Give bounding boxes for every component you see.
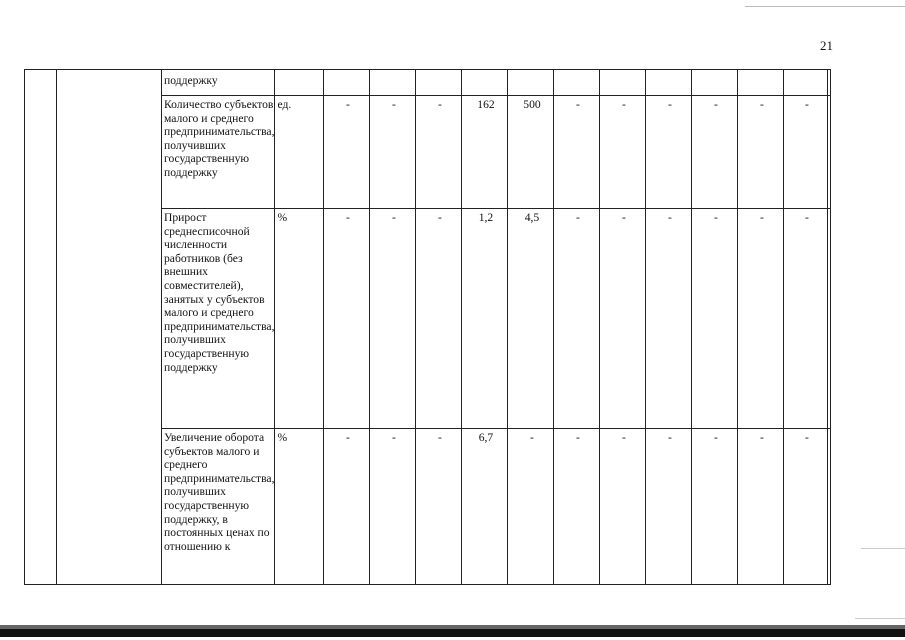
value-cell [324, 70, 370, 96]
value-cell: - [600, 209, 646, 429]
value-cell [370, 70, 416, 96]
value-cell: 4,5 [508, 209, 554, 429]
value-cell: - [784, 429, 828, 585]
value-cell: 1,2 [462, 209, 508, 429]
value-cell: - [784, 96, 828, 209]
value-cell: - [324, 96, 370, 209]
value-cell: - [370, 209, 416, 429]
margin-mark [855, 618, 905, 619]
page-number: 21 [820, 38, 833, 53]
unit-cell: % [275, 209, 324, 429]
value-cell [646, 70, 692, 96]
value-cell: 500 [508, 96, 554, 209]
value-cell: - [646, 429, 692, 585]
value-cell: - [370, 429, 416, 585]
indicator-label: Увеличение оборота субъектов малого и среднего предпринимательства, получивших государственную поддержку, в постоянных ценах по отношению к [162, 429, 275, 585]
value-cell: - [416, 96, 462, 209]
value-cell [692, 70, 738, 96]
value-cell [828, 209, 831, 429]
value-cell: - [554, 429, 600, 585]
value-cell [554, 70, 600, 96]
value-cell: - [738, 96, 784, 209]
value-cell: - [646, 96, 692, 209]
unit-cell [275, 70, 324, 96]
indicator-label: Количество субъектов малого и среднего предпринимательства, получивших государственную поддержку [162, 96, 275, 209]
value-cell: - [324, 429, 370, 585]
value-cell: - [692, 209, 738, 429]
table-row [25, 70, 831, 96]
value-cell [508, 70, 554, 96]
value-cell [416, 70, 462, 96]
value-cell [828, 96, 831, 209]
value-cell [784, 70, 828, 96]
value-cell: - [738, 209, 784, 429]
value-cell: - [416, 209, 462, 429]
value-cell [600, 70, 646, 96]
value-cell: 162 [462, 96, 508, 209]
indicator-table [24, 69, 831, 585]
value-cell: 6,7 [462, 429, 508, 585]
value-cell: - [600, 429, 646, 585]
value-cell [828, 70, 831, 96]
empty-cell [57, 70, 162, 585]
value-cell: - [692, 96, 738, 209]
value-cell: - [324, 209, 370, 429]
empty-cell [25, 70, 57, 585]
value-cell: - [738, 429, 784, 585]
value-cell: - [692, 429, 738, 585]
value-cell [828, 429, 831, 585]
value-cell: - [554, 209, 600, 429]
value-cell: - [784, 209, 828, 429]
value-cell: - [416, 429, 462, 585]
indicator-label: Прирост среднесписочной численности работников (без внешних совместителей), занятых у субъектов малого и среднего предпринимательства, получивших государственную поддержку [162, 209, 275, 429]
value-cell [462, 70, 508, 96]
value-cell: - [554, 96, 600, 209]
indicator-label: поддержку [162, 70, 275, 96]
unit-cell: ед. [275, 96, 324, 209]
value-cell: - [600, 96, 646, 209]
top-rule [745, 6, 905, 7]
scan-edge-bar [0, 629, 905, 637]
value-cell [738, 70, 784, 96]
value-cell: - [508, 429, 554, 585]
value-cell: - [646, 209, 692, 429]
unit-cell: % [275, 429, 324, 585]
margin-mark [861, 548, 905, 549]
value-cell: - [370, 96, 416, 209]
